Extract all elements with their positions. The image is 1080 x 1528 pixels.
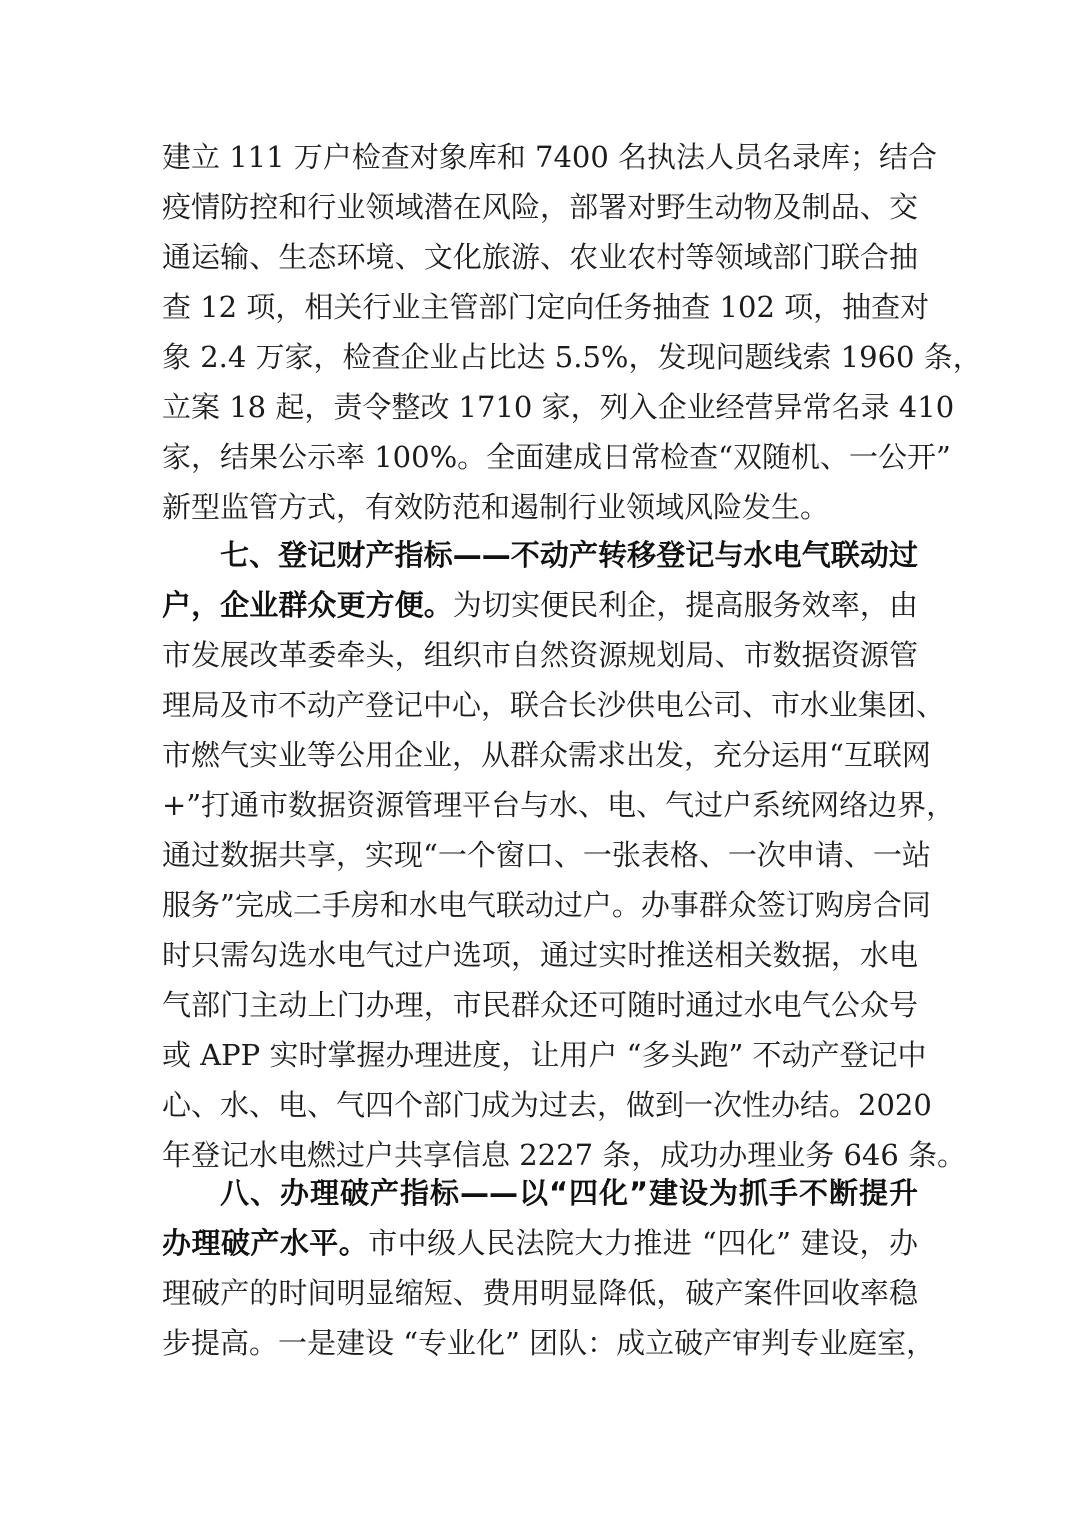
text-line: 新型监管方式，有效防范和遏制行业领域风险发生。: [162, 490, 830, 524]
section-heading-continued: 户，企业群众更方便。: [162, 588, 453, 622]
text-line: 时只需勾选水电气过户选项，通过实时推送相关数据，水电: [162, 938, 918, 972]
text-line: 象 2.4 万家，检查企业占比达 5.5%，发现问题线索 1960 条，: [162, 340, 982, 374]
text-line: 心、水、电、气四个部门成为过去，做到一次性办结。2020: [162, 1088, 932, 1122]
text-line: 步提高。一是建设 “专业化” 团队：成立破产审判专业庭室，: [162, 1326, 936, 1360]
text-line: 通运输、生态环境、文化旅游、农业农村等领域部门联合抽: [162, 240, 918, 274]
text-line: 家，结果公示率 100%。全面建成日常检查“双随机、一公开”: [162, 440, 951, 474]
text-line: 理破产的时间明显缩短、费用明显降低，破产案件回收率稳: [162, 1276, 918, 1310]
text-line: 市燃气实业等公用企业，从群众需求出发，充分运用“互联网: [162, 738, 931, 772]
text-line: 理局及市不动产登记中心，联合长沙供电公司、市水业集团、: [162, 688, 946, 722]
text-line: 查 12 项，相关行业主管部门定向任务抽查 102 项，抽查对: [162, 290, 930, 324]
text-line: 建立 111 万户检查对象库和 7400 名执法人员名录库；结合: [162, 140, 938, 174]
paragraph-inspection: [162, 132, 982, 532]
text-line: 疫情防控和行业领域潜在风险，部署对野生动物及制品、交: [162, 190, 918, 224]
section-property-registration: [162, 530, 967, 1180]
section-heading-line: [162, 1168, 918, 1218]
section-bankruptcy: [162, 1168, 936, 1368]
text-line: 立案 18 起，责令整改 1710 家，列入企业经营异常名录 410: [162, 390, 955, 424]
body-text: 为切实便民利企，提高服务效率，由: [452, 588, 918, 622]
section-heading-continued: 办理破产水平。: [162, 1226, 369, 1260]
section-heading: 八、办理破产指标——以“四化”建设为抓手不断提升: [220, 1176, 918, 1210]
text-line: +”打通市数据资源管理平台与水、电、气过户系统网络边界，: [162, 788, 956, 822]
text-line: 气部门主动上门办理，市民群众还可随时通过水电气公众号: [162, 988, 918, 1022]
text-line: 通过数据共享，实现“一个窗口、一张表格、一次申请、一站: [162, 838, 931, 872]
text-line: 年登记水电燃过户共享信息 2227 条，成功办理业务 646 条。: [162, 1138, 967, 1172]
text-line: 或 APP 实时掌握办理进度，让用户 “多头跑” 不动产登记中: [162, 1038, 927, 1072]
text-line: [162, 580, 918, 630]
text-line: 服务”完成二手房和水电气联动过户。办事群众签订购房合同: [162, 888, 931, 922]
text-line: [162, 1218, 918, 1268]
body-text: 市中级人民法院大力推进 “四化” 建设，办: [368, 1226, 918, 1260]
section-heading-line: [162, 530, 918, 580]
text-line: 市发展改革委牵头，组织市自然资源规划局、市数据资源管: [162, 638, 918, 672]
section-heading: 七、登记财产指标——不动产转移登记与水电气联动过: [220, 538, 918, 572]
